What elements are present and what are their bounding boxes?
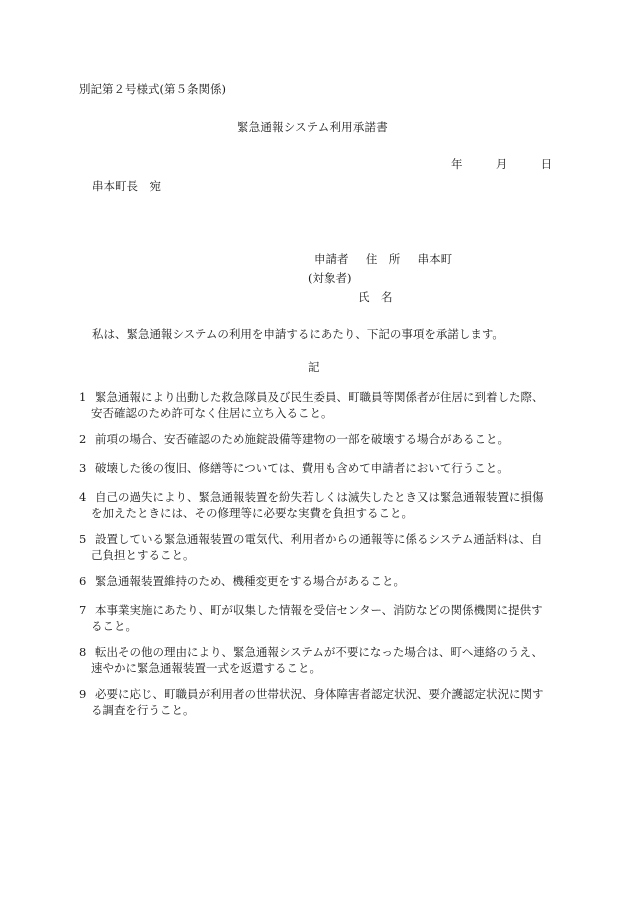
item-text: 安否確認のため許可なく住居に立ち入ること。 <box>91 405 333 420</box>
list-item <box>79 574 557 590</box>
item-text: 緊急通報により出動した救急隊員及び民生委員、町職員等関係者が住居に到着した際、 <box>95 390 544 404</box>
item-number: 9 <box>79 687 87 701</box>
item-number: 1 <box>79 390 87 404</box>
item-text: 本事業実施にあたり、町が収集した情報を受信センター、消防などの関係機関に提供す <box>95 603 543 617</box>
item-text: ること。 <box>91 618 137 633</box>
list-item <box>79 432 557 448</box>
intro-statement: 私は、緊急通報システムの利用を申請するにあたり、下記の事項を承諾します。 <box>92 327 504 341</box>
list-item <box>79 603 557 634</box>
date-year-label: 年 <box>451 157 463 171</box>
item-number: 3 <box>79 461 87 475</box>
item-text: 前項の場合、安否確認のため施錠設備等建物の一部を破壊する場合があること。 <box>95 432 509 446</box>
list-item <box>79 532 557 563</box>
applicant-target: (対象者) <box>308 271 352 285</box>
list-item <box>79 645 557 676</box>
form-label: 別記第２号様式(第５条関係) <box>79 82 226 96</box>
date-day-label: 日 <box>540 157 553 171</box>
item-number: 4 <box>79 490 87 504</box>
name-label: 氏 名 <box>358 290 393 304</box>
addressee: 串本町長 宛 <box>92 179 161 193</box>
address-label: 住 所 <box>365 252 401 266</box>
list-item <box>79 687 557 718</box>
applicant-role: 申請者 <box>314 252 349 266</box>
list-item <box>79 461 557 477</box>
item-text: 設置している緊急通報装置の電気代、利用者からの通報等に係るシステム通話料は、自 <box>95 532 543 546</box>
item-number: 8 <box>79 645 87 659</box>
list-item <box>79 490 557 521</box>
item-number: 7 <box>79 603 87 617</box>
item-text: る調査を行うこと。 <box>91 702 195 717</box>
item-text: 速やかに緊急通報装置一式を返還すること。 <box>91 660 321 675</box>
item-text: 緊急通報装置維持のため、機種変更をする場合があること。 <box>95 574 406 588</box>
date-month-label: 月 <box>495 157 508 171</box>
list-item <box>79 390 557 421</box>
document-title: 緊急通報システム利用承諾書 <box>237 120 388 134</box>
item-text: 破壊した後の復旧、修繕等については、費用も含めて申請者において行うこと。 <box>95 461 509 475</box>
item-number: 2 <box>79 432 87 446</box>
date-row <box>451 157 552 173</box>
address-value: 串本町 <box>417 252 453 266</box>
item-text: 自己の過失により、緊急通報装置を紛失若しくは滅失したとき又は緊急通報装置に損傷 <box>95 490 544 504</box>
item-text: 己負担とすること。 <box>91 547 195 562</box>
item-text: 必要に応じ、町職員が利用者の世帯状況、身体障害者認定状況、要介護認定状況に関す <box>95 687 544 701</box>
item-text: 転出その他の理由により、緊急通報システムが不要になった場合は、町へ連絡のうえ、 <box>95 645 544 659</box>
ki-heading: 記 <box>308 360 320 374</box>
item-text: を加えたときには、その修理等に必要な実費を負担すること。 <box>91 505 413 520</box>
item-number: 6 <box>79 574 87 588</box>
item-number: 5 <box>79 532 87 546</box>
